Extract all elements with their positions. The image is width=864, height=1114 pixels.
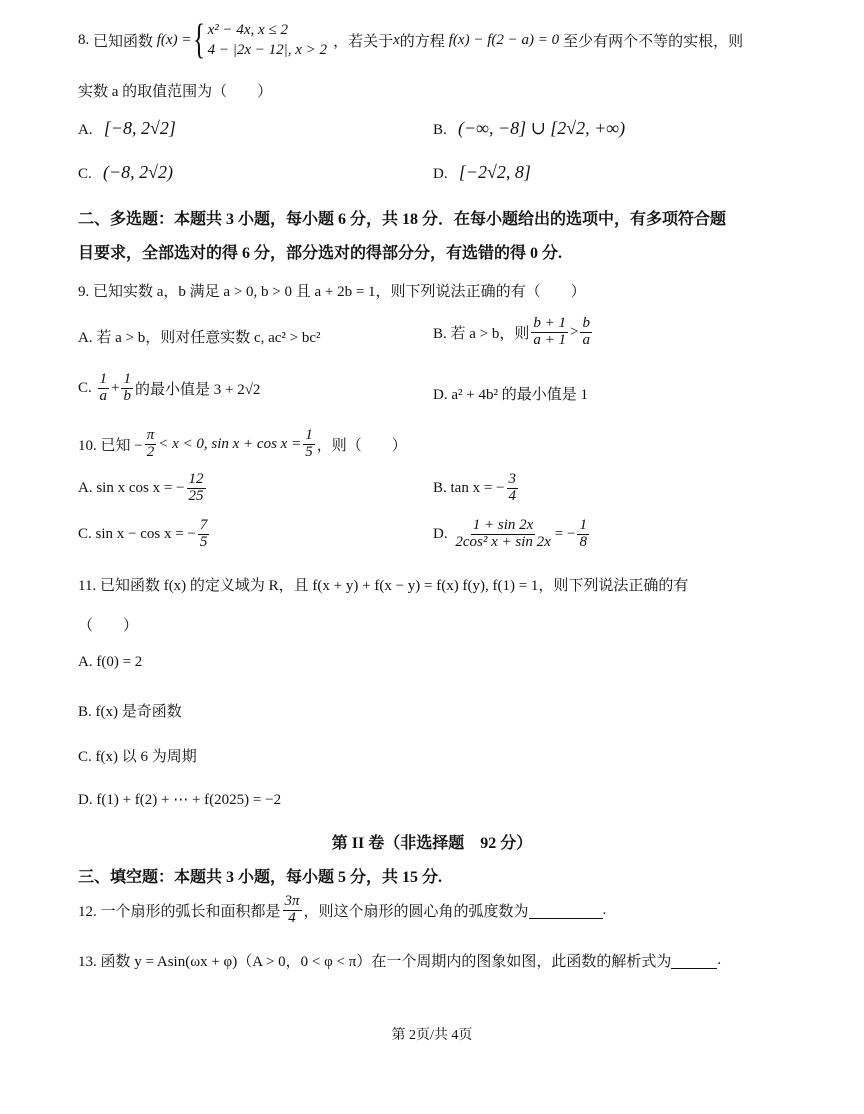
piecewise-definition: x² − 4x, x ≤ 2 4 − |2x − 12|, x > 2	[207, 22, 328, 58]
fraction: $\frac{1}{b}$	[123, 371, 131, 404]
q8-stem: 8. 已知函数 f(x) = { x² − 4x, x ≤ 2 4 − |2x − 12|, x > 2 ，若关于 x 的方程 f(x) − f(2 − a) = 0 至少有两个不等的实根，则	[78, 17, 744, 63]
section2-heading-line2: 目要求，全部选对的得 6 分，部分选对的得部分分，有选错的得 0 分.	[78, 245, 563, 262]
section2-heading-line1: 二、多选题：本题共 3 小题，每小题 6 分，共 18 分．在每小题给出的选项中，有多项符合题	[78, 211, 727, 228]
q9-option-b: B. 若 a > b，则 $\frac{b + 1}{a + 1}$ > $\frac{b}{a}$	[433, 315, 590, 348]
q9-option-c: C. $\frac{1}{a}$ + $\frac{1}{b}$ 的最小值是 3 + 2√2	[78, 371, 261, 404]
q11-option-a: A. f(0) = 2	[78, 654, 143, 670]
fraction: $\frac{3}{4}$	[508, 471, 516, 504]
fraction: $\frac{1}{a}$	[99, 371, 108, 404]
answer-blank[interactable]	[671, 952, 717, 969]
piecewise-brace: {	[193, 17, 206, 63]
q10-stem: 10. 已知 − $\frac{\pi}{2}$ < x < 0, sin x + cos x = $\frac{1}{5}$ ，则（ ）	[78, 427, 407, 460]
fraction: $\frac{b}{a}$	[582, 315, 590, 348]
q11-stem: 11. 已知函数 f(x) 的定义域为 R，且 f(x + y) + f(x − y) = f(x) f(y), f(1) = 1，则下列说法正确的有	[78, 578, 689, 594]
fraction: $\frac{1}{5}$	[305, 427, 313, 460]
q10-option-c: C. sin x − cos x = − $\frac{7}{5}$	[78, 517, 208, 550]
q10-option-b: B. tan x = − $\frac{3}{4}$	[433, 471, 516, 504]
q11-answer-paren: （ ）	[78, 618, 139, 634]
q9-option-d: D. a² + 4b² 的最小值是 1	[433, 387, 588, 403]
q11-option-b: B. f(x) 是奇函数	[78, 704, 182, 720]
answer-blank[interactable]	[529, 902, 603, 919]
q9-stem: 9. 已知实数 a，b 满足 a > 0, b > 0 且 a + 2b = 1，则下列说法正确的有（ ）	[78, 284, 586, 300]
fraction: $\frac{12}{25}$	[188, 471, 204, 504]
q8-option-c: C. (−8, 2√2)	[78, 162, 174, 182]
q10-option-a: A. sin x cos x = − $\frac{12}{25}$	[78, 471, 204, 504]
fraction: $\frac{b + 1}{a + 1}$	[533, 315, 566, 348]
q12-stem: 12. 一个扇形的弧长和面积都是 $\frac{3\pi}{4}$ ，则这个扇形的圆心角的弧度数为 .	[78, 893, 607, 926]
q8-option-d: D. [−2√2, 8]	[433, 162, 531, 182]
part2-title: 第 II 卷（非选择题 92 分）	[331, 835, 533, 852]
q8-option-a: A. [−8, 2√2]	[78, 118, 176, 138]
fraction: $\frac{7}{5}$	[199, 517, 208, 550]
fraction: $\frac{1 + \sin 2x}{\text{2cos² x + sin 2x}}$	[455, 517, 551, 550]
fraction: $\frac{1}{8}$	[579, 517, 587, 550]
fraction: $\frac{3\pi}{4}$	[284, 893, 300, 926]
q8-number: 8.	[78, 31, 90, 48]
q8-option-b: B. (−∞, −8] ∪ [2√2, +∞)	[433, 118, 626, 138]
q13-stem: 13. 函数 y = Asin(ωx + φ)（A > 0，0 < φ < π）在一个周期内的图象如图，此函数的解析式为 .	[78, 952, 722, 970]
q10-option-d: D. $\frac{1 + \sin 2x}{\text{2cos² x + sin 2x}}$ = − $\frac{1}{8}$	[433, 517, 587, 550]
section3-heading: 三、填空题：本题共 3 小题，每小题 5 分，共 15 分.	[78, 869, 443, 886]
q11-option-c: C. f(x) 以 6 为周期	[78, 749, 197, 765]
q9-option-a: A. 若 a > b，则对任意实数 c, ac² > bc²	[78, 330, 321, 346]
fraction: $\frac{\pi}{2}$	[146, 427, 155, 460]
page-footer: 第 2页/共 4页	[391, 1028, 473, 1043]
q11-option-d: D. f(1) + f(2) + ⋯ + f(2025) = −2	[78, 792, 282, 808]
q8-stem-line2: 实数 a 的取值范围为（ ）	[78, 84, 273, 100]
